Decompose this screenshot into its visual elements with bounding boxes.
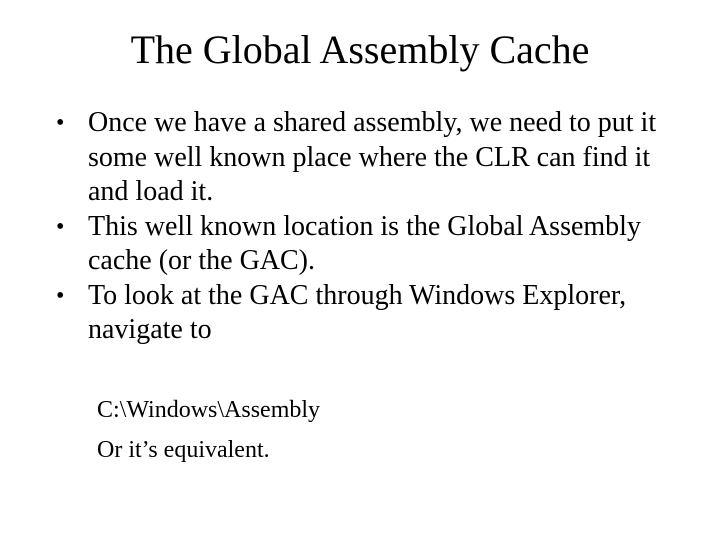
bullet-item (56, 106, 676, 210)
bullet-text: To look at the GAC through Windows Explorer, navigate to (88, 279, 627, 345)
bullet-text: Once we have a shared assembly, we need to put it some well known place where the CLR can find it and load it. (88, 107, 657, 207)
bullet-item (56, 210, 676, 279)
bullet-text: This well known location is the Global Assembly cache (or the GAC). (88, 210, 641, 276)
note-text: Or it’s equivalent. (97, 437, 270, 463)
bullet-list (56, 106, 676, 348)
bullet-marker: • (56, 213, 65, 240)
bullet-marker: • (56, 110, 65, 136)
bullet-item (56, 279, 676, 348)
bullet-marker: • (56, 282, 65, 309)
path-text: C:\Windows\Assembly (97, 397, 321, 423)
slide-title: The Global Assembly Cache (130, 27, 590, 72)
